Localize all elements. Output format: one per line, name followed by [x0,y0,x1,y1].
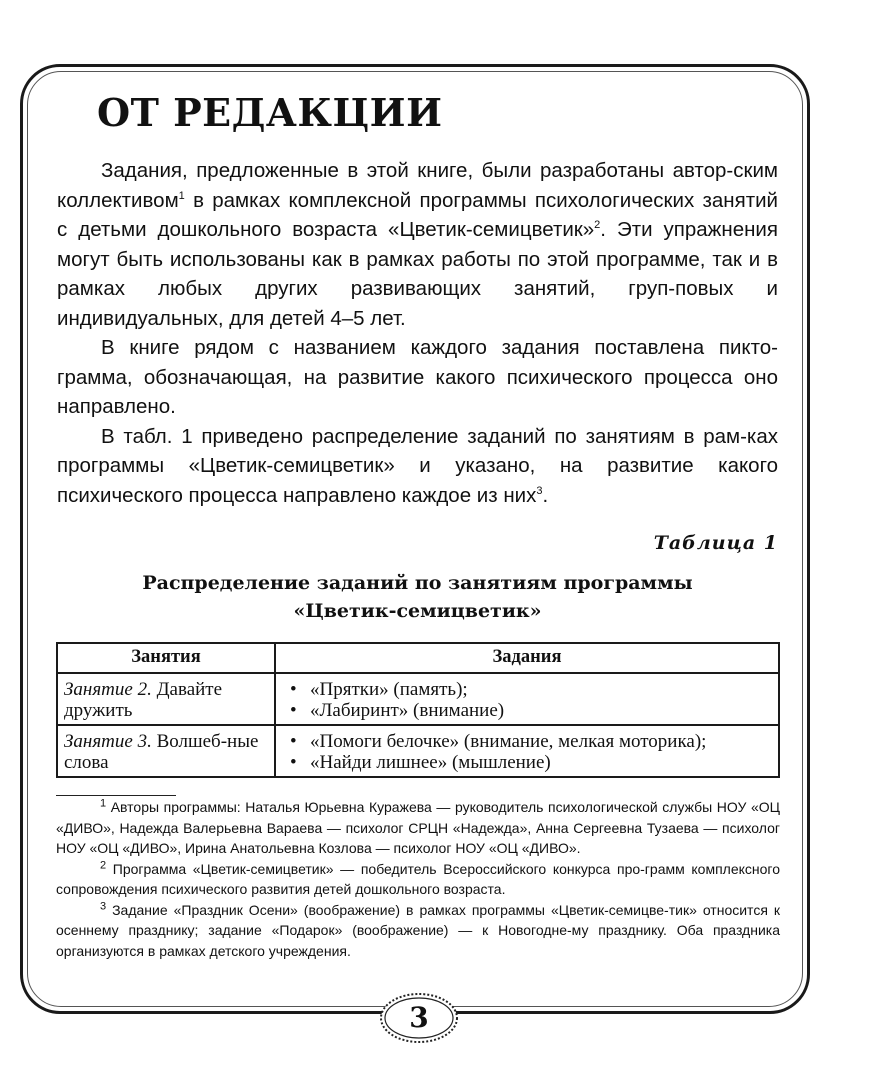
paragraph-1-part-a: Задания, предложенные в этой книге, были разработаны автор-ским коллективом [57,159,778,212]
tasks-cell [275,725,779,777]
paragraph-1 [57,156,778,333]
table-row [57,673,779,725]
paragraph-3-part-b: . [542,483,549,507]
paragraph-3 [57,422,778,511]
lesson-name: Волшеб-ные слова [64,731,259,773]
tasks-cell [275,673,779,725]
footnote-3-text: Задание «Праздник Осени» (воображение) в рамках программы «Цветик-семицве-тик» относится к осеннему празднику; задание «Подарок» (воображение) — к Новогодне-му празднику. Оба праздника организуются в рамках детского учреждения. [56,901,780,959]
tasks-table [56,642,780,778]
task-list [282,731,772,773]
paragraph-2: В книге рядом с названием каждого задания поставлена пикто-грамма, обозначающая, на развитие какого психического процесса оно направлено. [57,336,778,418]
footnote-3 [56,900,780,962]
paragraph-3-part-a: В табл. 1 приведено распределение заданий по занятиям в рам-ках программы «Цветик-семицветик» и указано, на развитие какого психического процесса направлено каждое из них [57,424,778,507]
footnote-mark-3: 3 [100,899,107,912]
page-title: ОТ РЕДАКЦИИ [97,90,443,135]
task-item: • «Прятки» (память); [290,679,772,700]
task-item: • «Лабиринт» (внимание) [290,700,772,721]
paragraph-1-part-b: в рамках комплексной программы психологических занятий с детьми дошкольного возраста «Цветик-семицветик» [57,188,778,241]
task-item: • «Найди лишнее» (мышление) [290,752,772,773]
footnote-ref-1: 1 [178,189,185,202]
table-row [57,725,779,777]
paragraph-1-part-c: . Эти упражнения могут быть использованы как в рамках работы по этой программе, так и в рамках любых других развивающих занятий, груп-повых и индивидуальных, для детей 4–5 лет. [57,218,778,330]
footnote-2 [56,859,780,900]
page-number: 3 [409,1001,429,1034]
footnote-2-text: Программа «Цветик-семицветик» — победитель Всероссийского конкурса про-грамм комплексного сопровождения психического развития детей дошкольного возраста. [56,860,780,897]
lesson-name: Давайте дружить [64,679,223,721]
table-title [57,569,778,625]
column-header-lessons: Занятия [57,643,275,673]
footnote-ref-2: 2 [594,219,601,232]
page-number-badge [378,991,460,1045]
lesson-number: Занятие 3. [64,731,152,752]
footnote-ref-3: 3 [536,484,543,497]
lesson-cell [57,673,275,725]
task-item: • «Помоги белочке» (внимание, мелкая моторика); [290,731,772,752]
footnotes [56,797,780,961]
lesson-number: Занятие 2. [64,679,152,700]
footnote-1-text: Авторы программы: Наталья Юрьевна Куражева — руководитель психологической службы НОУ «ОЦ «ДИВО», Надежда Валерьевна Вараева — психолог СРЦН «Надежда», Анна Сергеевна Тузаева — психолог НОУ «ОЦ «ДИВО», Ирина Анатольевна Козлова — психолог НОУ «ОЦ «ДИВО». [56,799,780,856]
footnote-mark-1: 1 [100,797,107,810]
table-title-line-1: Распределение заданий по занятиям программы [142,572,693,594]
table-caption: Таблица 1 [653,532,778,554]
table-header-row [57,643,779,673]
footnote-mark-2: 2 [100,858,107,871]
footnote-separator [56,795,176,796]
lesson-cell [57,725,275,777]
footnote-1 [56,797,780,859]
column-header-tasks: Задания [275,643,779,673]
table-title-line-2: «Цветик-семицветик» [293,600,542,622]
task-list [282,679,772,721]
intro-text [57,156,778,510]
